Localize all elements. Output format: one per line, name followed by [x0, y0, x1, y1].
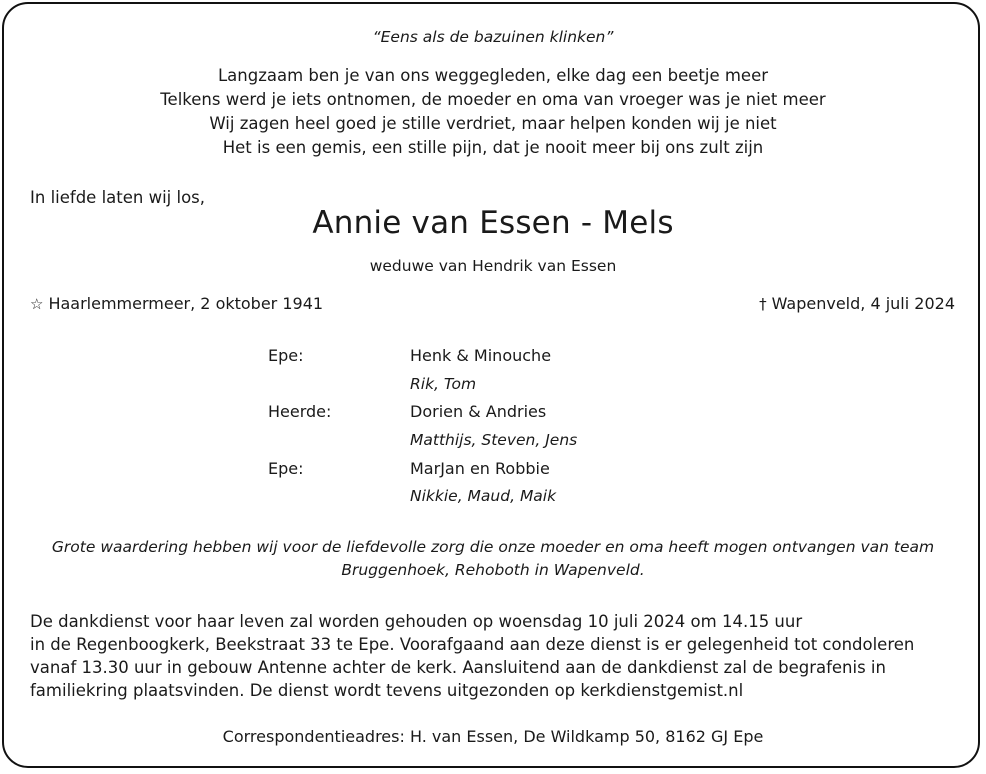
family-names: MarJan en Robbie — [410, 459, 550, 478]
poem — [0, 64, 986, 160]
poem-line: Telkens werd je iets ontnomen, de moeder en oma van vroeger was je niet meer — [160, 90, 826, 109]
star-icon: ☆ — [30, 295, 44, 313]
family-children: Nikkie, Maud, Maik — [410, 487, 557, 505]
service-line: De dankdienst voor haar leven zal worden gehouden op woensdag 10 juli 2024 om 14.15 uur — [30, 612, 803, 631]
thanks-line: Grote waardering hebben wij voor de liefdevolle zorg die onze moeder en oma heeft mogen ontvangen van team — [51, 538, 935, 556]
family-names: Dorien & Andries — [410, 402, 547, 421]
thanks-text — [0, 536, 986, 582]
correspondence-address: Correspondentieadres: H. van Essen, De Wildkamp 50, 8162 GJ Epe — [222, 727, 764, 746]
deceased-name: Annie van Essen - Mels — [312, 205, 674, 241]
service-line: in de Regenboogkerk, Beekstraat 33 te Epe. Voorafgaand aan deze dienst is er gelegenheid tot condoleren — [30, 635, 915, 654]
intro-text: In liefde laten wij los, — [30, 188, 206, 207]
thanks-line: Bruggenhoek, Rehoboth in Wapenveld. — [341, 561, 645, 579]
birth-info — [30, 294, 323, 313]
birth-text: Haarlemmermeer, 2 oktober 1941 — [48, 294, 324, 313]
death-text: Wapenveld, 4 juli 2024 — [771, 294, 955, 313]
poem-line: Het is een gemis, een stille pijn, dat je nooit meer bij ons zult zijn — [222, 138, 764, 157]
poem-line: Langzaam ben je van ons weggegleden, elke dag een beetje meer — [217, 66, 769, 85]
cross-icon: † — [759, 295, 767, 313]
family-names: Henk & Minouche — [410, 346, 552, 365]
death-info — [759, 294, 955, 313]
family-place: Epe: — [268, 459, 304, 478]
family-children: Rik, Tom — [410, 375, 477, 393]
poem-line: Wij zagen heel goed je stille verdriet, maar helpen konden wij je niet — [209, 114, 777, 133]
family-place: Epe: — [268, 346, 304, 365]
widow-of: weduwe van Hendrik van Essen — [369, 257, 617, 275]
service-line: familiekring plaatsvinden. De dienst wordt tevens uitgezonden op kerkdienstgemist.nl — [30, 681, 744, 700]
family-place: Heerde: — [268, 402, 332, 421]
service-line: vanaf 13.30 uur in gebouw Antenne achter de kerk. Aansluitend aan de dankdienst zal de begrafenis in — [30, 658, 886, 677]
motto: “Eens als de bazuinen klinken” — [372, 28, 614, 46]
family-children: Matthijs, Steven, Jens — [410, 431, 578, 449]
service-info — [30, 610, 914, 702]
